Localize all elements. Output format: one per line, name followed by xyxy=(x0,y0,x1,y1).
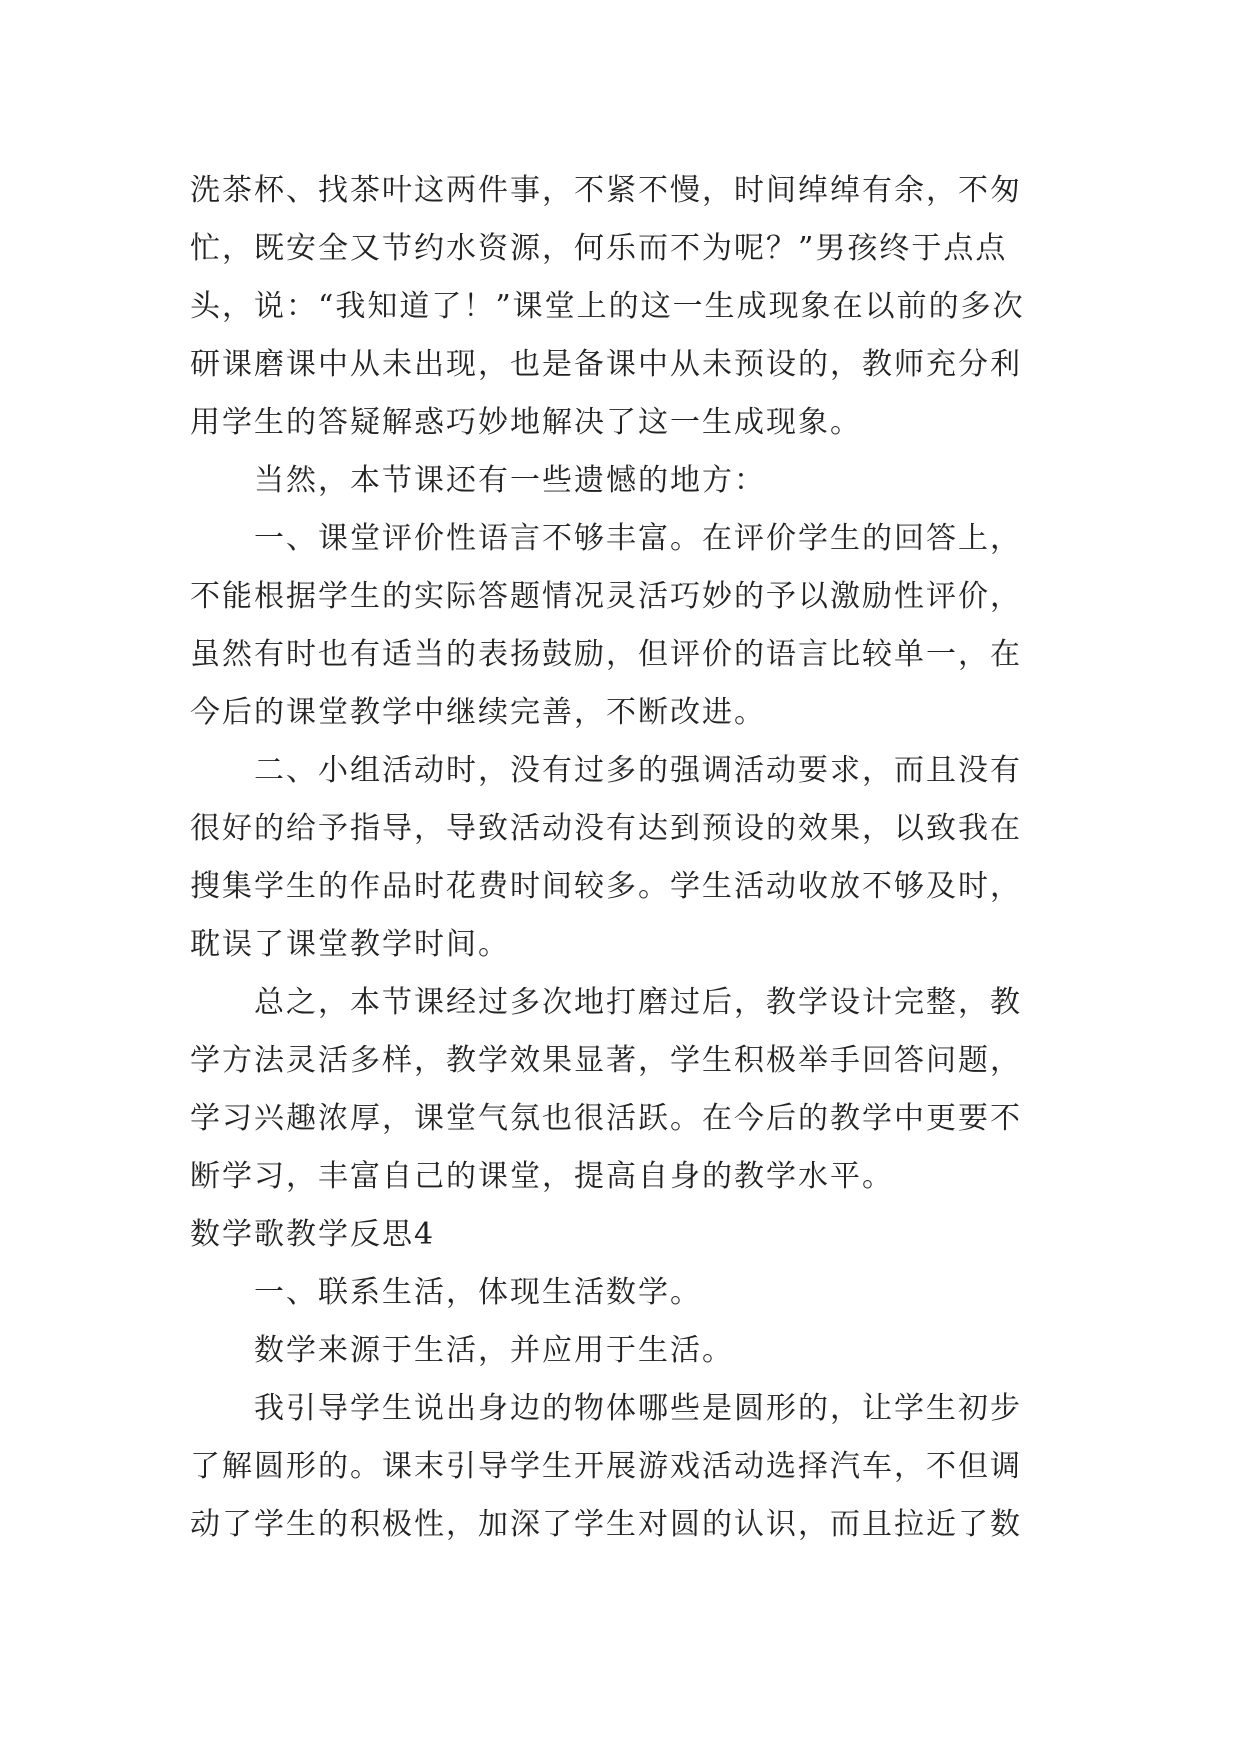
document-body xyxy=(190,162,1050,1554)
paragraph-start: 总之，本节课经过多次地打磨过后，教学设计完整，教 xyxy=(254,985,1022,1020)
text-line: 洗茶杯、找茶叶这两件事，不紧不慢，时间绰绰有余，不匆 xyxy=(190,173,1022,208)
text-line: 忙，既安全又节约水资源，何乐而不为呢？”男孩终于点点 xyxy=(190,231,1008,266)
text-line: 了解圆形的。课末引导学生开展游戏活动选择汽车，不但调 xyxy=(190,1449,1022,1484)
text-line: 很好的给予指导，导致活动没有达到预设的效果，以致我在 xyxy=(190,811,1022,846)
text-line: 学习兴趣浓厚，课堂气氛也很活跃。在今后的教学中更要不 xyxy=(190,1101,1022,1136)
text-line: 用学生的答疑解惑巧妙地解决了这一生成现象。 xyxy=(190,405,862,440)
text-line: 学方法灵活多样，教学效果显著，学生积极举手回答问题， xyxy=(190,1043,1022,1078)
text-line: 今后的课堂教学中继续完善，不断改进。 xyxy=(190,695,766,730)
paragraph-start: 我引导学生说出身边的物体哪些是圆形的，让学生初步 xyxy=(254,1391,1022,1426)
section-heading: 数学歌教学反思4 xyxy=(190,1217,436,1252)
paragraph-start: 二、小组活动时，没有过多的强调活动要求，而且没有 xyxy=(254,753,1022,788)
text-line: 研课磨课中从未出现，也是备课中从未预设的，教师充分利 xyxy=(190,347,1022,382)
text-line: 不能根据学生的实际答题情况灵活巧妙的予以激励性评价， xyxy=(190,579,1022,614)
text-line: 头，说：“我知道了！”课堂上的这一生成现象在以前的多次 xyxy=(190,289,1025,324)
text-line: 断学习，丰富自己的课堂，提高自身的教学水平。 xyxy=(190,1159,894,1194)
text-line: 动了学生的积极性，加深了学生对圆的认识，而且拉近了数 xyxy=(190,1507,1022,1542)
paragraph-start: 数学来源于生活，并应用于生活。 xyxy=(254,1333,734,1368)
paragraph-start: 当然，本节课还有一些遗憾的地方： xyxy=(254,463,766,498)
text-line: 耽误了课堂教学时间。 xyxy=(190,927,510,962)
text-line: 虽然有时也有适当的表扬鼓励，但评价的语言比较单一，在 xyxy=(190,637,1022,672)
text-line: 搜集学生的作品时花费时间较多。学生活动收放不够及时， xyxy=(190,869,1022,904)
paragraph-start: 一、联系生活，体现生活数学。 xyxy=(254,1275,702,1310)
paragraph-start: 一、课堂评价性语言不够丰富。在评价学生的回答上， xyxy=(254,521,1022,556)
